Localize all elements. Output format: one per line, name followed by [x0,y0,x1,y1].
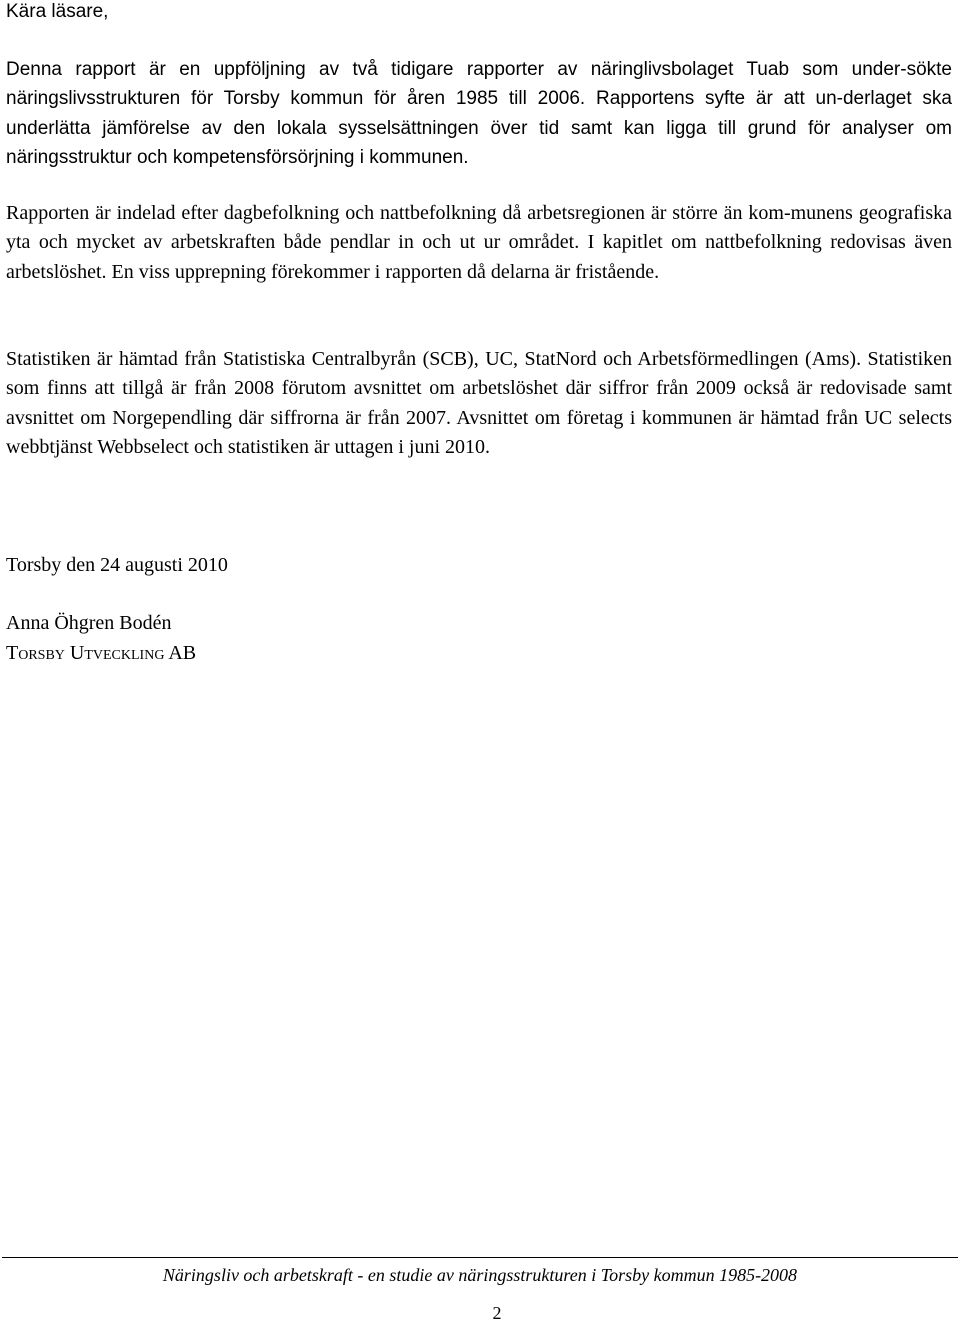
structure-paragraph: Rapporten är indelad efter dagbefolkning och nattbefolkning då arbetsregionen är större än kom-munens geografiska yta och mycket av arbetskraften både pendlar in och ut ur området. I kapitlet om nattbefolkning redovisas även arbetslöshet. En viss upprepning förekommer i rapporten då delarna är fristående. [6,202,952,283]
sources-paragraph: Statistiken är hämtad från Statistiska Centralbyrån (SCB), UC, StatNord och Arbetsförmedlingen (Ams). Statistiken som finns att tillgå är från 2008 förutom avsnittet om arbetslöshet där siffror från 2009 också är redovisade samt avsnittet om Norgependling där siffrorna är från 2007. Avsnittet om företag i kommunen är hämtad från UC selects webbtjänst Webbselect och statistiken är uttagen i juni 2010. [6,348,952,458]
footer-title: Näringsliv och arbetskraft - en studie av näringsstrukturen i Torsby kommun 1985-2008 [162,1265,798,1285]
author-name: Anna Öhgren Bodén [6,612,172,634]
letter-greeting: Kära läsare, [6,1,109,22]
page-number: 2 [492,1303,502,1323]
place-date: Torsby den 24 augusti 2010 [6,554,228,576]
organization-name: Torsby Utveckling AB [6,642,197,664]
intro-paragraph: Denna rapport är en uppföljning av två tidigare rapporter av näringlivsbolaget Tuab som under-sökte näringslivsstrukturen för Torsby kommun för åren 1985 till 2006. Rapportens syfte är att un-derlaget ska underlätta jämförelse av den lokala sysselsättningen över tid samt kan ligga till grund för analyser om näringsstruktur och kompetensförsörjning i kommunen. [6,59,952,168]
footer-divider [2,1257,958,1258]
